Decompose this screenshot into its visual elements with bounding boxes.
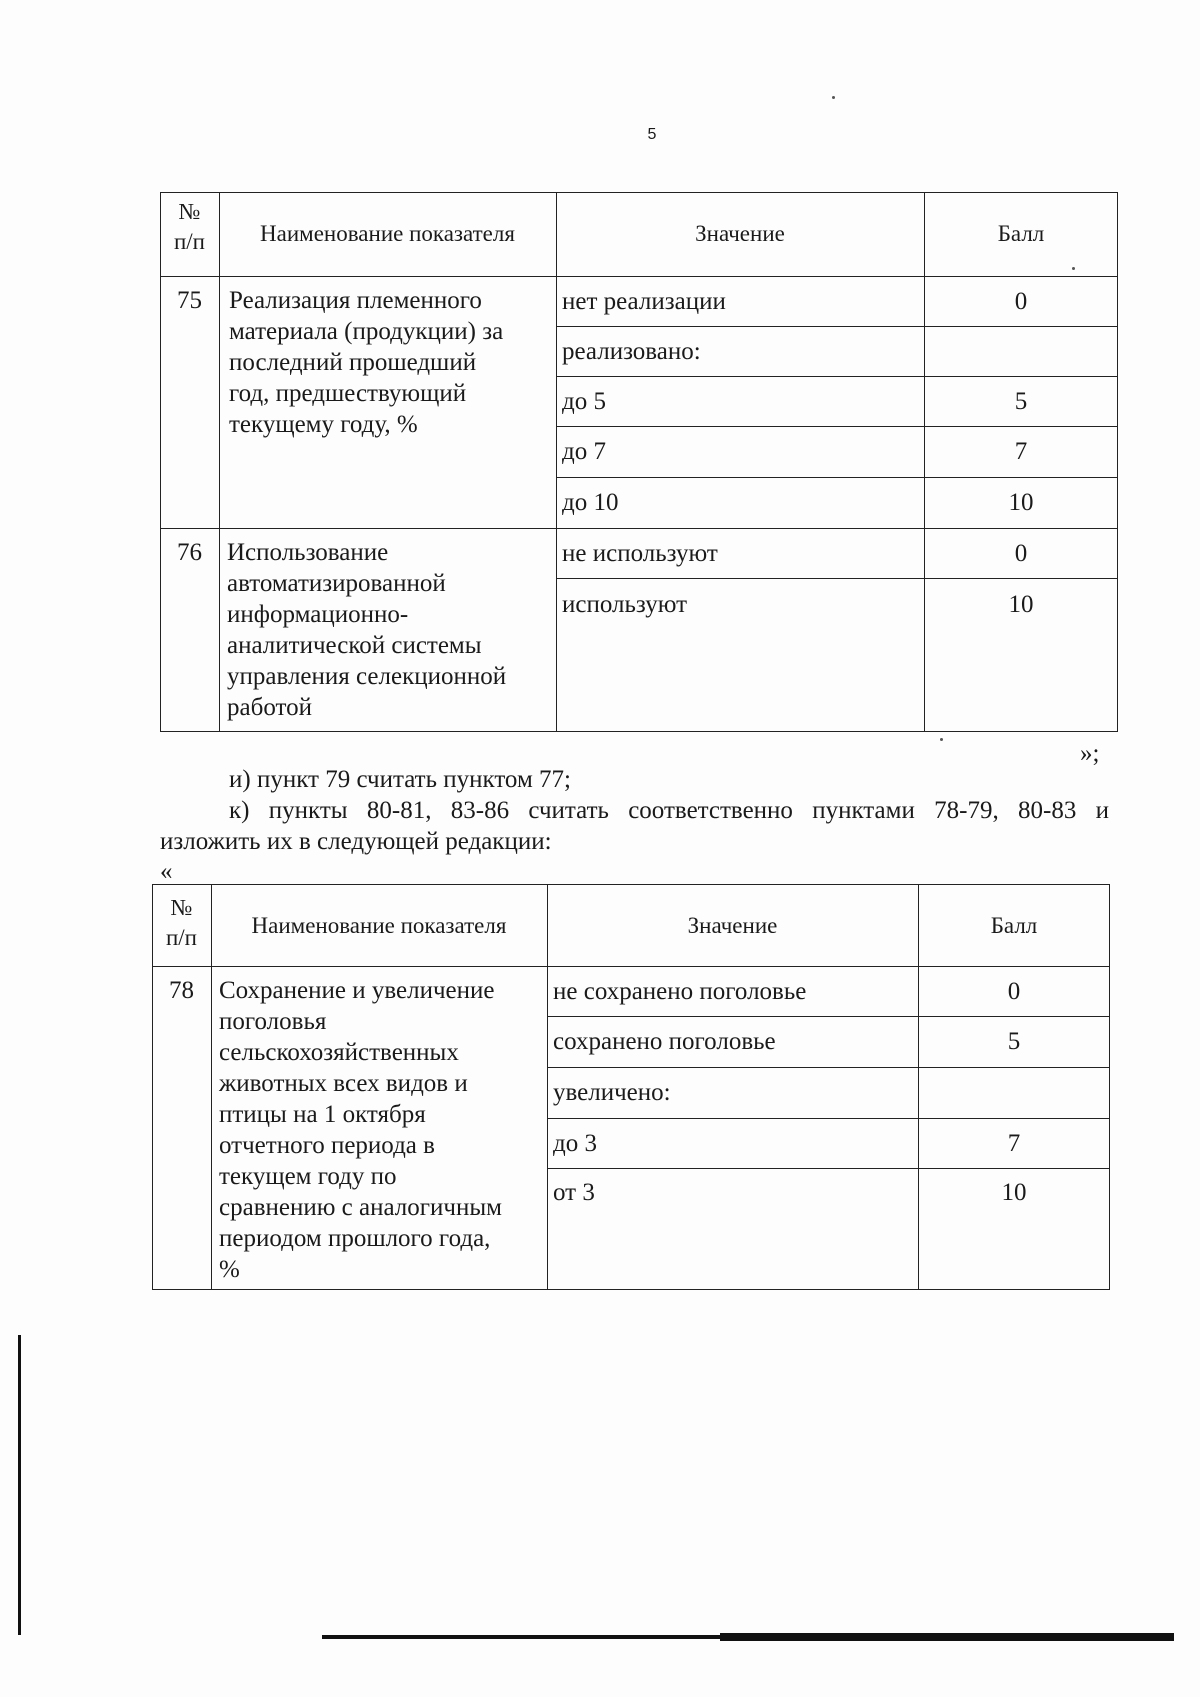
row-76-number: 76 — [177, 539, 202, 566]
row-78-name-line: птицы на 1 октября — [219, 1101, 426, 1128]
option-value: нет реализации — [562, 288, 726, 315]
option-score: 10 — [1008, 591, 1034, 618]
opening-quote: « — [160, 858, 173, 885]
row-76-name-line: аналитической системы — [227, 632, 482, 659]
option-score: 5 — [1014, 388, 1028, 415]
row-75-name-line: год, предшествующий — [229, 380, 467, 407]
header-value: Значение — [687, 913, 778, 938]
scan-left-edge-mark — [18, 1335, 21, 1635]
header-num-line-1: № — [178, 199, 201, 224]
option-value: до 10 — [562, 489, 619, 516]
paragraph-item-k-line-1: к) пункты 80-81, 83-86 считать соответственно пунктами 78-79, 80-83 и — [229, 797, 1109, 824]
option-score: 10 — [1001, 1179, 1027, 1206]
header-num-line-2: п/п — [173, 229, 205, 254]
option-value: до 5 — [562, 388, 606, 415]
option-score: 5 — [1007, 1028, 1021, 1055]
row-78-name-line: сельскохозяйственных — [219, 1039, 459, 1066]
option-score: 7 — [1014, 438, 1028, 465]
scan-speck — [1072, 267, 1075, 270]
row-75-number: 75 — [177, 287, 202, 314]
row-78-number: 78 — [169, 977, 194, 1004]
option-value: от 3 — [553, 1179, 595, 1206]
option-value: до 7 — [562, 438, 606, 465]
row-78-name-line: отчетного периода в — [219, 1132, 435, 1159]
row-76-name-line: Использование — [227, 539, 389, 566]
row-78-name-line: периодом прошлого года, — [219, 1225, 491, 1252]
header-num-line-2: п/п — [165, 925, 197, 950]
paragraph-item-k-line-2: изложить их в следующей редакции: — [160, 828, 552, 855]
row-76-name-line: управления селекционной — [227, 663, 507, 690]
row-78-name-line: сравнению с аналогичным — [219, 1194, 502, 1221]
scan-speck — [832, 96, 835, 99]
row-78-name-line: Сохранение и увеличение — [219, 977, 495, 1004]
option-value: увеличено: — [553, 1079, 671, 1106]
option-value: реализовано: — [562, 338, 701, 365]
row-78-name-line: текущем году по — [219, 1163, 397, 1190]
option-value: используют — [562, 591, 688, 618]
header-score: Балл — [990, 913, 1038, 938]
header-score: Балл — [997, 221, 1045, 246]
option-score: 7 — [1007, 1130, 1021, 1157]
row-76-name-line: автоматизированной — [227, 570, 446, 597]
option-score: 0 — [1014, 288, 1028, 315]
option-value: не используют — [562, 540, 718, 567]
paragraph-item-i: и) пункт 79 считать пунктом 77; — [229, 766, 571, 793]
option-score: 0 — [1007, 978, 1021, 1005]
header-num-line-1: № — [170, 895, 193, 920]
option-value: сохранено поголовье — [553, 1028, 776, 1055]
option-score: 10 — [1008, 489, 1034, 516]
header-name: Наименование показателя — [260, 221, 515, 246]
row-75-name-line: текущему году, % — [229, 411, 418, 438]
row-76-name-line: информационно- — [227, 601, 409, 628]
row-78-name-line: поголовья — [219, 1008, 327, 1035]
option-value: до 3 — [553, 1130, 597, 1157]
page-number: 5 — [647, 126, 657, 143]
row-75-name-line: материала (продукции) за — [229, 318, 504, 345]
row-76-name-line: работой — [227, 694, 312, 721]
row-75-name-line: последний прошедший — [229, 349, 477, 376]
header-value: Значение — [695, 221, 785, 246]
closing-quote: »; — [1080, 740, 1100, 767]
row-78-name-line: животных всех видов и — [219, 1070, 468, 1097]
option-value: не сохранено поголовье — [553, 978, 807, 1005]
row-75-name-line: Реализация племенного — [229, 287, 482, 314]
row-78-name-line: % — [219, 1256, 240, 1283]
scan-bottom-edge-thick — [720, 1633, 1174, 1641]
option-score: 0 — [1014, 540, 1028, 567]
scan-speck — [940, 738, 943, 741]
header-name: Наименование показателя — [251, 913, 507, 938]
